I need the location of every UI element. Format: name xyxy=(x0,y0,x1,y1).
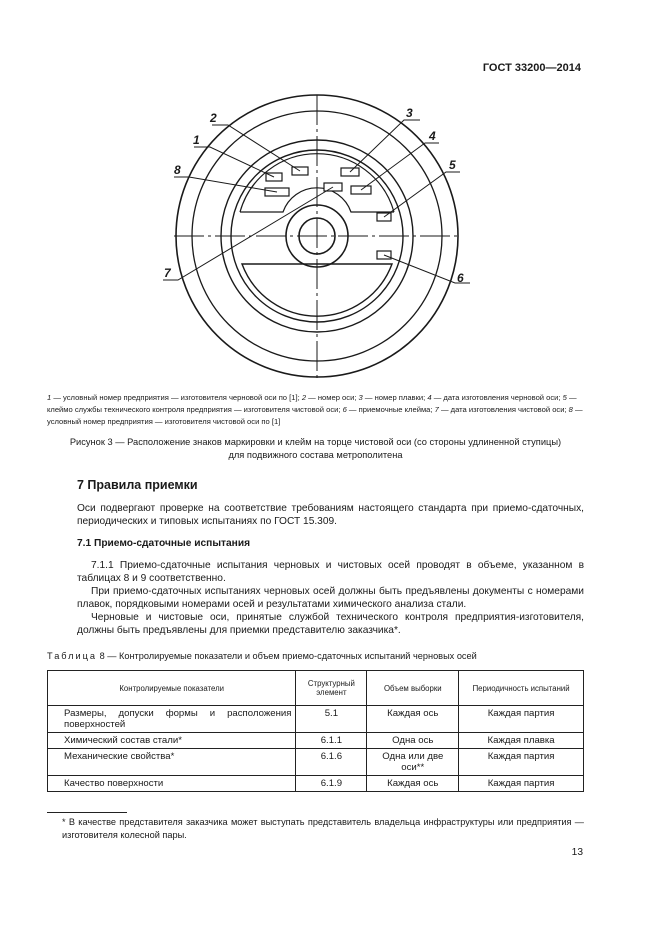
document-header: ГОСТ 33200—2014 xyxy=(482,62,581,74)
figure-label-7: 7 xyxy=(164,266,171,280)
footnote: * В качестве представителя заказчика может выступать представитель владельца инфраструктуры или предприятия — изготовителя колесной пары. xyxy=(62,817,584,840)
header-indicators: Контролируемые показатели xyxy=(48,671,296,706)
paragraph-7-1-1: 7.1.1 Приемо-сдаточные испытания черновых и чистовых осей проводят в объеме, указанном в таблицах 8 и 9 соответственно. xyxy=(77,560,584,584)
figure-label-5: 5 xyxy=(449,158,456,172)
axis-end-marking-figure xyxy=(0,0,661,390)
header-sample-size: Объем выборки xyxy=(367,671,459,706)
header-periodicity: Периодичность испытаний xyxy=(459,671,584,706)
figure-label-2: 2 xyxy=(210,111,217,125)
figure-legend: 1 — условный номер предприятия — изготовителя черновой оси по [1]; 2 — номер оси; 3 — номер плавки; 4 — дата изготовления черновой оси; 5 — клеймо службы технического контроля предприятия — изготовителя чистовой оси; 6 — приемочные клейма; 7 — дата изготовления чистовой оси; 8 — условный номер предприятия — изготовителя чистовой оси по [1] xyxy=(47,393,583,426)
table-row: Размеры, допуски формы и расположения поверхностей 5.1 Каждая ось Каждая партия xyxy=(48,706,584,733)
figure-label-8: 8 xyxy=(174,163,181,177)
table-8 xyxy=(47,670,584,792)
table-row: Химический состав стали* 6.1.1 Одна ось Каждая плавка xyxy=(48,733,584,749)
figure-label-1: 1 xyxy=(193,133,200,147)
figure-label-6: 6 xyxy=(457,271,464,285)
figure-label-4: 4 xyxy=(429,129,436,143)
table-row: Механические свойства* 6.1.6 Одна или две оси** Каждая партия xyxy=(48,749,584,776)
subsection-title: 7.1 Приемо-сдаточные испытания xyxy=(77,538,251,549)
section-title: 7 Правила приемки xyxy=(77,478,198,492)
section-intro: Оси подвергают проверке на соответствие требованиям настоящего стандарта при приемо-сдаточных, периодических и типовых испытаниях по ГОСТ 15.309. xyxy=(77,503,584,527)
table-title: Таблица 8 — Контролируемые показатели и объем приемо-сдаточных испытаний черновых осей xyxy=(47,651,477,661)
footnote-divider xyxy=(47,812,127,813)
figure-label-3: 3 xyxy=(406,106,413,120)
table-row: Качество поверхности 6.1.9 Каждая ось Каждая партия xyxy=(48,776,584,792)
page-number: 13 xyxy=(571,847,583,858)
paragraph-documents: При приемо-сдаточных испытаниях черновых осей должны быть предъявлены документы с номерами плавок, порядковыми номерами осей и результатами химического анализа стали. xyxy=(77,586,584,610)
figure-caption: Рисунок 3 — Расположение знаков маркировки и клейм на торце чистовой оси (со стороны удлиненной ступицы) для подвижного состава метрополитена xyxy=(69,437,562,460)
paragraph-acceptance: Черновые и чистовые оси, принятые службой технического контроля предприятия-изготовителя, должны быть предъявлены для приемки представителю заказчика*. xyxy=(77,612,584,636)
header-structural-element: Структурный элемент xyxy=(296,671,367,706)
table-header-row xyxy=(48,671,584,706)
